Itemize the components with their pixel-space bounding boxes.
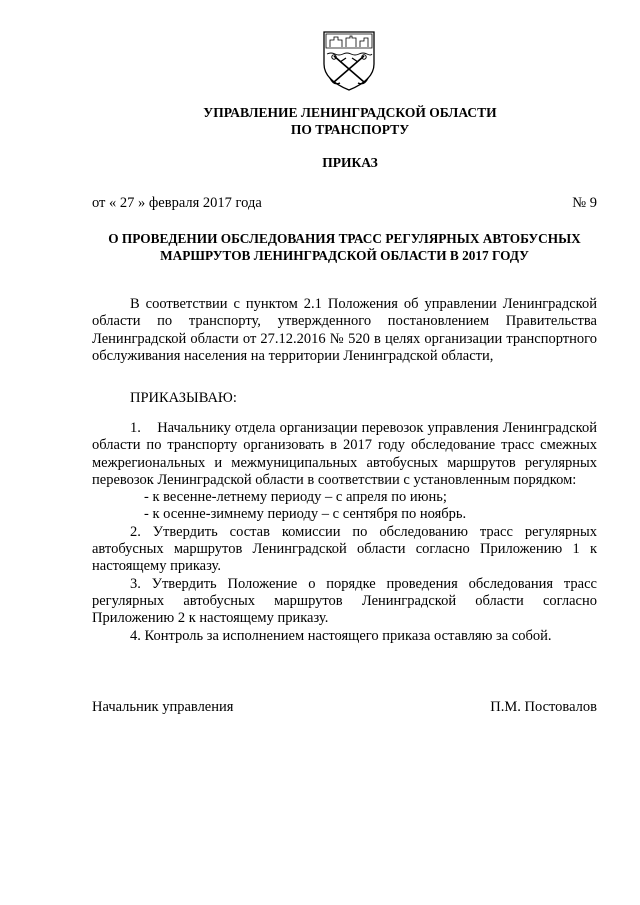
signatory-position: Начальник управления [92, 699, 234, 715]
organization-header [0, 104, 640, 138]
order-item-2: 2. Утвердить состав комиссии по обследованию трасс регулярных автобусных маршрутов Ленинградской области согласно Приложению 1 к настоящему приказу. [92, 523, 597, 575]
subject-line1: О ПРОВЕДЕНИИ ОБСЛЕДОВАНИЯ ТРАСС РЕГУЛЯРНЫХ АВТОБУСНЫХ [108, 231, 581, 246]
signature-block [92, 698, 597, 716]
order-word: ПРИКАЗЫВАЮ: [130, 390, 237, 406]
organization-name-line1: УПРАВЛЕНИЕ ЛЕНИНГРАДСКОЙ ОБЛАСТИ [203, 105, 497, 120]
order-item-1-bullet-1: - к весенне-летнему периоду – с апреля по июнь; [144, 489, 447, 506]
preamble-paragraph: В соответствии с пунктом 2.1 Положения об управлении Ленинградской области по транспорту, утвержденного постановлением Правительства Ленинградской области от 27.12.2016 № 520 в целях организации транспортного обслуживания населения на территории Ленинградской области, [92, 296, 597, 364]
document-subject [92, 230, 597, 264]
order-item-3: 3. Утвердить Положение о порядке проведения обследования трасс регулярных автобусных маршрутов Ленинградской области согласно Приложению 2 к настоящему приказу. [92, 575, 597, 627]
document-date: от « 27 » февраля 2017 года [92, 195, 262, 211]
document-number: № 9 [572, 195, 597, 211]
order-item-1-bullet-2: - к осенне-зимнему периоду – с сентября по ноябрь. [144, 506, 467, 523]
order-item-4: 4. Контроль за исполнением настоящего приказа оставляю за собой. [130, 627, 552, 644]
coat-of-arms-icon [318, 28, 380, 92]
document-type: ПРИКАЗ [322, 155, 378, 170]
date-number-line [92, 194, 597, 212]
signatory-name: П.М. Постовалов [490, 699, 597, 715]
subject-line2: МАРШРУТОВ ЛЕНИНГРАДСКОЙ ОБЛАСТИ В 2017 ГОДУ [160, 248, 529, 263]
organization-name-line2: ПО ТРАНСПОРТУ [290, 122, 410, 137]
order-item-1: 1. Начальнику отдела организации перевозок управления Ленинградской области по транспорту организовать в 2017 году обследование трасс смежных межрегиональных и межмуниципальных автобусных маршрутов регулярных перевозок Ленинградской области в соответствии с установленным порядком: [92, 420, 597, 488]
order-items [92, 420, 597, 645]
